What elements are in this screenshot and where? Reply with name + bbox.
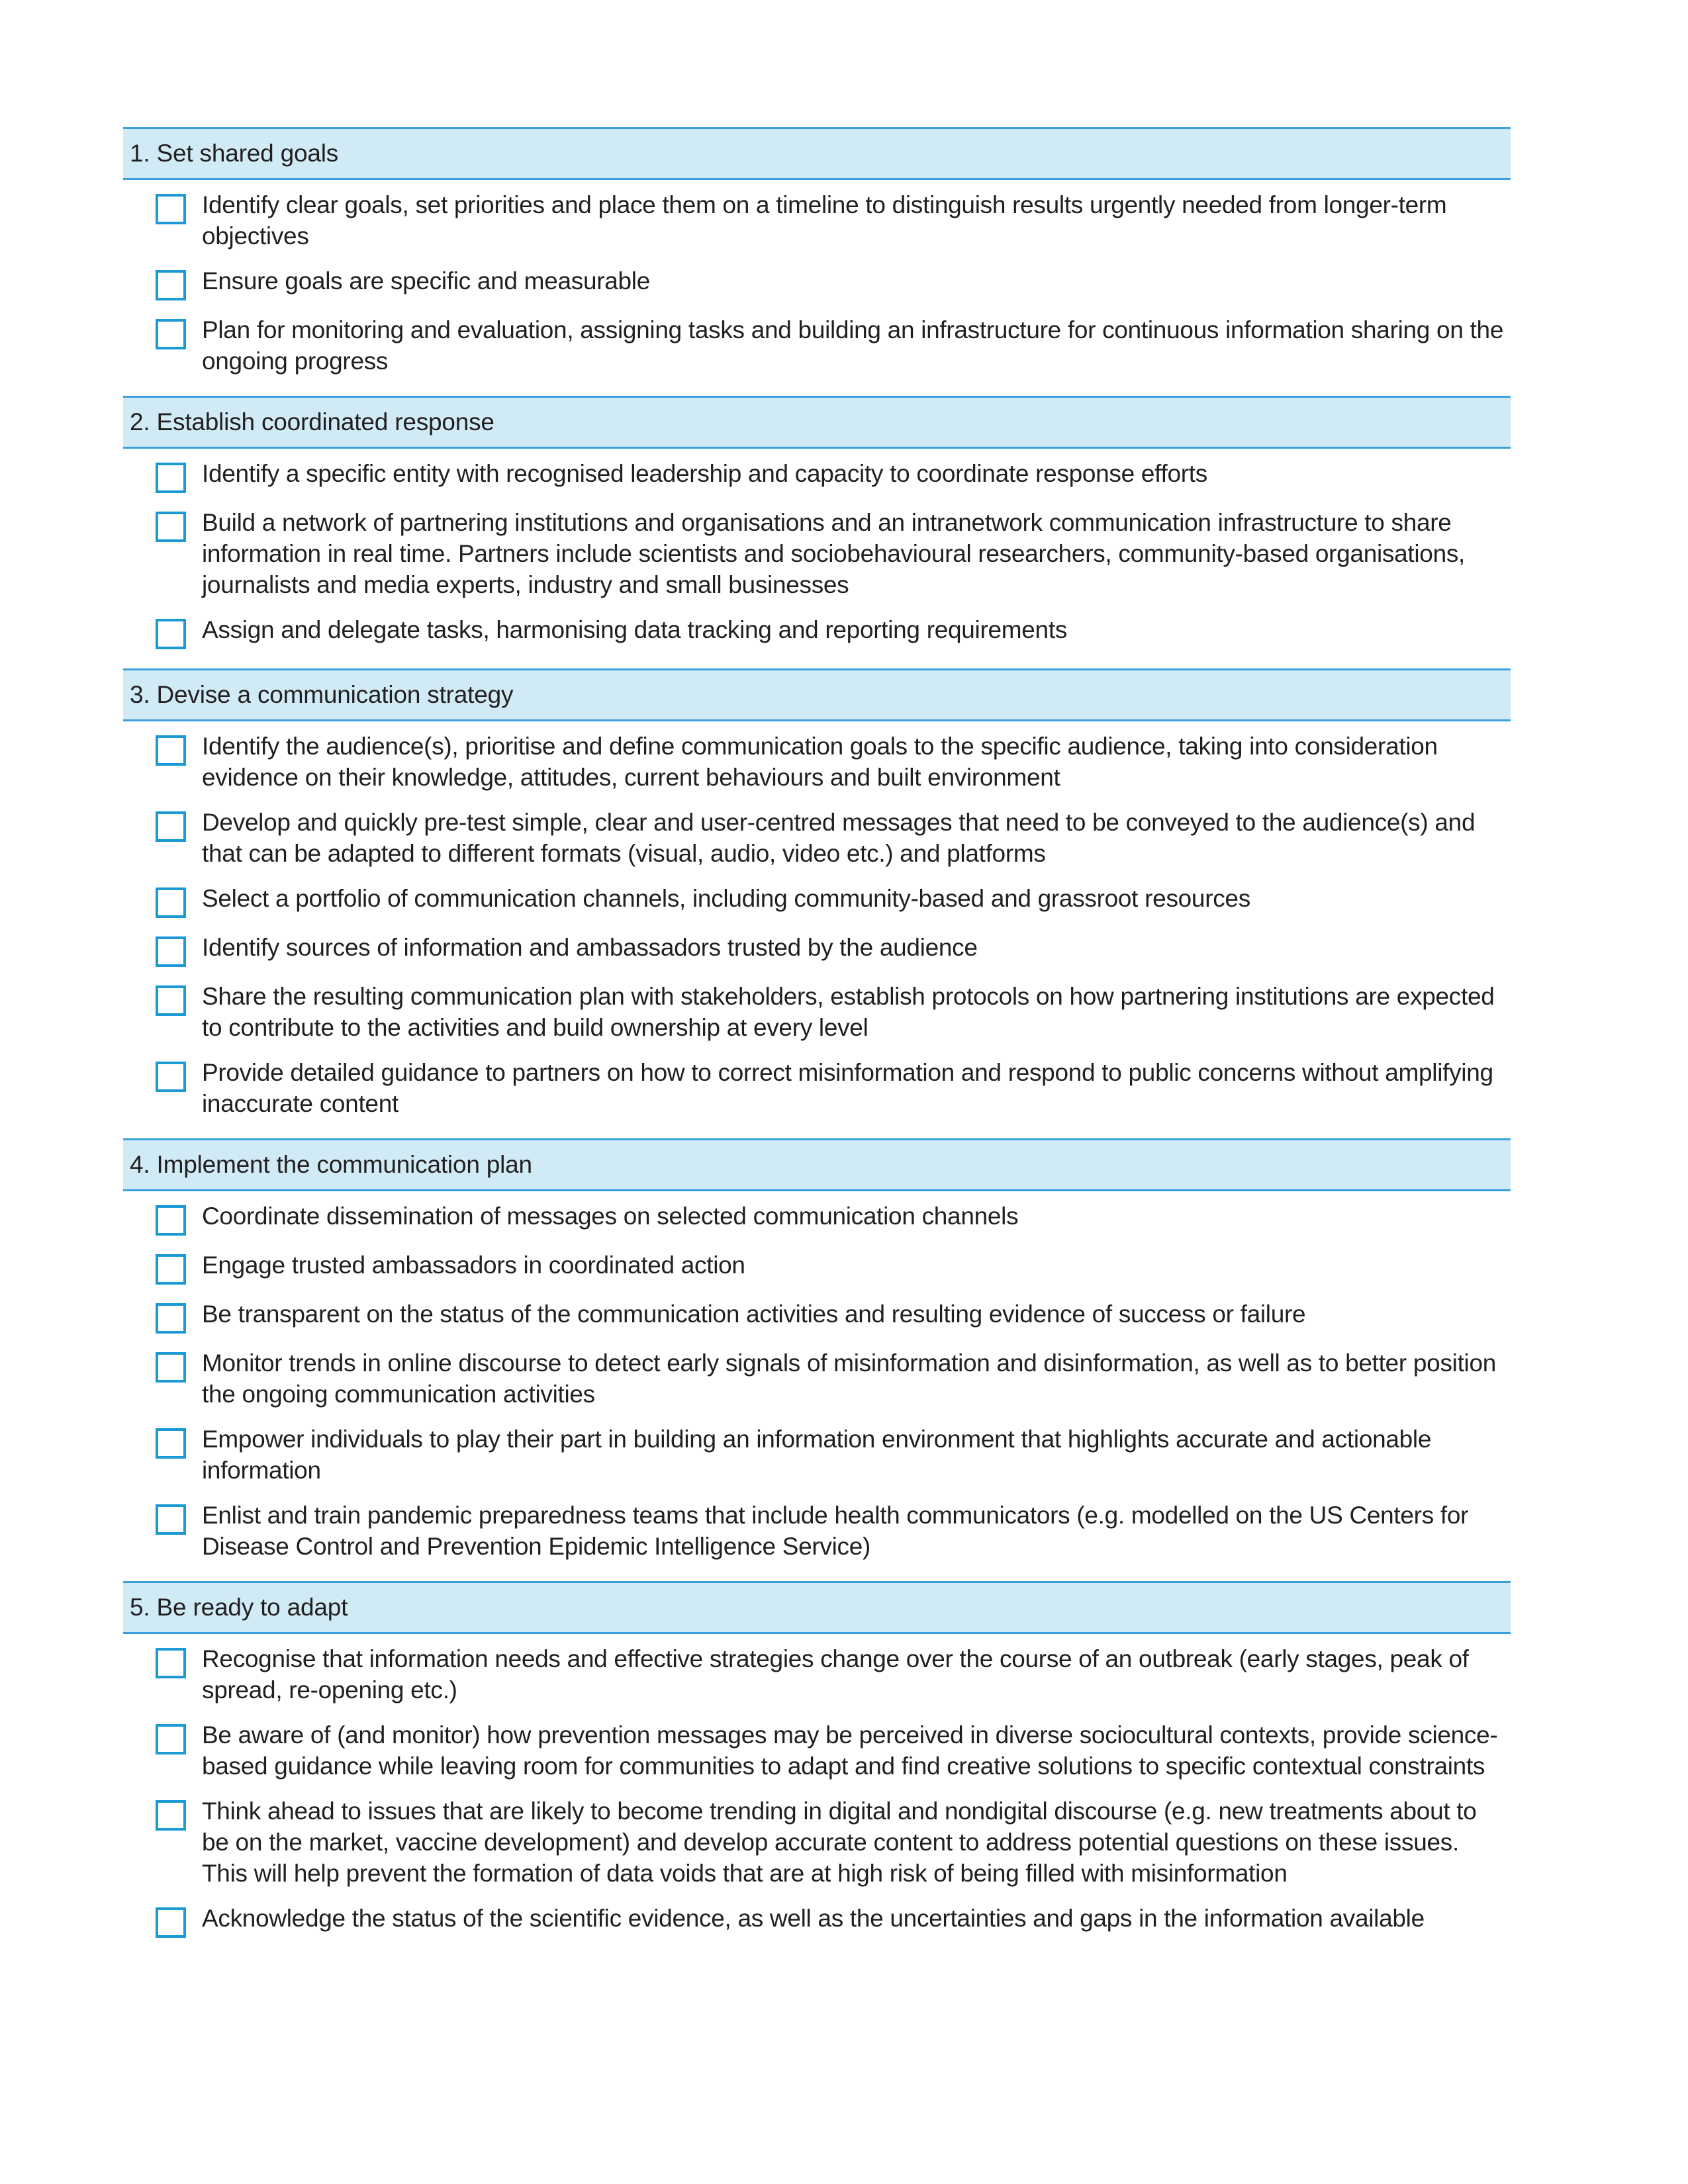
- checklist-item-text: Empower individuals to play their part in building an information environment that highlights accurate and actionable information: [202, 1426, 1432, 1484]
- checkbox[interactable]: [156, 463, 186, 493]
- checklist-item: [123, 807, 1511, 869]
- checklist-item: [123, 507, 1511, 600]
- checkbox[interactable]: [156, 1062, 186, 1092]
- section-title: 4. Implement the communication plan: [123, 1138, 1511, 1191]
- checklist-item-text: Ensure goals are specific and measurable: [202, 267, 650, 295]
- checklist-item: [123, 1201, 1511, 1236]
- checkbox[interactable]: [156, 619, 186, 649]
- checklist-item: [123, 1796, 1511, 1889]
- checkbox[interactable]: [156, 1303, 186, 1334]
- checklist-item-text: Enlist and train pandemic preparedness teams that include health communicators (e.g. modelled on the US Centers for Disease Control and Prevention Epidemic Intelligence Service): [202, 1502, 1469, 1560]
- checkbox[interactable]: [156, 1724, 186, 1754]
- checklist-item: [123, 265, 1511, 300]
- checkbox[interactable]: [156, 319, 186, 349]
- checkbox[interactable]: [156, 270, 186, 300]
- checkbox[interactable]: [156, 985, 186, 1016]
- checklist-item-text: Share the resulting communication plan with stakeholders, establish protocols on how partnering institutions are expected to contribute to the activities and build ownership at every level: [202, 983, 1495, 1041]
- section-title: 3. Devise a communication strategy: [123, 668, 1511, 721]
- checklist-item-text: Be aware of (and monitor) how prevention messages may be perceived in diverse sociocultural contexts, provide science-based guidance while leaving room for communities to adapt and find creative solutions to specific contextual constraints: [202, 1721, 1498, 1780]
- checklist-item: [123, 883, 1511, 918]
- checklist-items: [123, 449, 1511, 668]
- checklist-items: [123, 180, 1511, 396]
- checklist-item-text: Acknowledge the status of the scientific evidence, as well as the uncertainties and gaps in the information available: [202, 1905, 1425, 1932]
- checklist-item: [123, 932, 1511, 967]
- checklist-item-text: Identify sources of information and ambassadors trusted by the audience: [202, 934, 978, 961]
- checkbox[interactable]: [156, 1428, 186, 1459]
- checklist-item: [123, 1643, 1511, 1706]
- checklist-items: [123, 1191, 1511, 1581]
- checkbox[interactable]: [156, 936, 186, 967]
- checkbox[interactable]: [156, 1254, 186, 1285]
- checkbox[interactable]: [156, 1205, 186, 1236]
- checklist-item-text: Select a portfolio of communication channels, including community-based and grassroot resources: [202, 885, 1250, 912]
- checklist-item-text: Provide detailed guidance to partners on how to correct misinformation and respond to public concerns without amplifying inaccurate content: [202, 1059, 1493, 1117]
- checklist-item-text: Assign and delegate tasks, harmonising data tracking and reporting requirements: [202, 616, 1068, 643]
- checkbox[interactable]: [156, 1648, 186, 1678]
- checklist-item-text: Build a network of partnering institutions and organisations and an intranetwork communication infrastructure to share information in real time. Partners include scientists and sociobehavioural researchers, community-based organisations, journalists and media experts, industry and small businesses: [202, 509, 1466, 598]
- checkbox[interactable]: [156, 887, 186, 918]
- checklist-item-text: Think ahead to issues that are likely to become trending in digital and nondigital discourse (e.g. new treatments about to be on the market, vaccine development) and develop accurate content to address potential questions on these issues. This will help prevent the formation of data voids that are at high risk of being filled with misinformation: [202, 1797, 1477, 1887]
- checklist-item: [123, 614, 1511, 649]
- checklist-page: [123, 127, 1511, 1957]
- checkbox[interactable]: [156, 735, 186, 766]
- checklist-item-text: Coordinate dissemination of messages on selected communication channels: [202, 1203, 1019, 1230]
- checklist-item-text: Recognise that information needs and effective strategies change over the course of an outbreak (early stages, peak of spread, re-opening etc.): [202, 1645, 1469, 1704]
- checklist-item: [123, 1298, 1511, 1334]
- checklist-items: [123, 721, 1511, 1138]
- checkbox[interactable]: [156, 811, 186, 842]
- checklist-items: [123, 1634, 1511, 1957]
- checkbox[interactable]: [156, 512, 186, 542]
- checklist-item-text: Engage trusted ambassadors in coordinated action: [202, 1251, 745, 1279]
- checklist-item-text: Identify the audience(s), prioritise and define communication goals to the specific audience, taking into consideration evidence on their knowledge, attitudes, current behaviours and built environment: [202, 733, 1438, 791]
- checklist-item: [123, 1347, 1511, 1410]
- checklist-item-text: Be transparent on the status of the communication activities and resulting evidence of success or failure: [202, 1300, 1306, 1328]
- checklist-section: [123, 1581, 1511, 1957]
- checklist-item: [123, 731, 1511, 793]
- checklist-item-text: Develop and quickly pre-test simple, clear and user-centred messages that need to be conveyed to the audience(s) and that can be adapted to different formats (visual, audio, video etc.) and platforms: [202, 809, 1476, 867]
- checklist-item: [123, 314, 1511, 377]
- checklist-item: [123, 1719, 1511, 1782]
- checkbox[interactable]: [156, 1800, 186, 1831]
- checklist-item: [123, 1500, 1511, 1562]
- checklist-section: [123, 396, 1511, 668]
- checkbox[interactable]: [156, 1352, 186, 1383]
- checkbox[interactable]: [156, 1907, 186, 1938]
- checklist-item-text: Identify a specific entity with recognised leadership and capacity to coordinate response efforts: [202, 460, 1207, 487]
- checklist-item: [123, 1057, 1511, 1119]
- checklist-section: [123, 668, 1511, 1138]
- checklist-section: [123, 127, 1511, 396]
- checkbox[interactable]: [156, 1504, 186, 1535]
- section-title: 5. Be ready to adapt: [123, 1581, 1511, 1634]
- checklist-item-text: Plan for monitoring and evaluation, assigning tasks and building an infrastructure for continuous information sharing on the ongoing progress: [202, 316, 1504, 375]
- checklist-item: [123, 1250, 1511, 1285]
- checklist-item: [123, 1424, 1511, 1486]
- checklist-item-text: Monitor trends in online discourse to detect early signals of misinformation and disinformation, as well as to better position the ongoing communication activities: [202, 1349, 1497, 1408]
- section-title: 1. Set shared goals: [123, 127, 1511, 180]
- checklist-item: [123, 981, 1511, 1043]
- checklist-item-text: Identify clear goals, set priorities and place them on a timeline to distinguish results urgently needed from longer-term objectives: [202, 191, 1447, 250]
- checklist-item: [123, 458, 1511, 493]
- section-title: 2. Establish coordinated response: [123, 396, 1511, 449]
- checklist-item: [123, 1903, 1511, 1938]
- checklist-item: [123, 189, 1511, 251]
- checklist-section: [123, 1138, 1511, 1581]
- checkbox[interactable]: [156, 194, 186, 224]
